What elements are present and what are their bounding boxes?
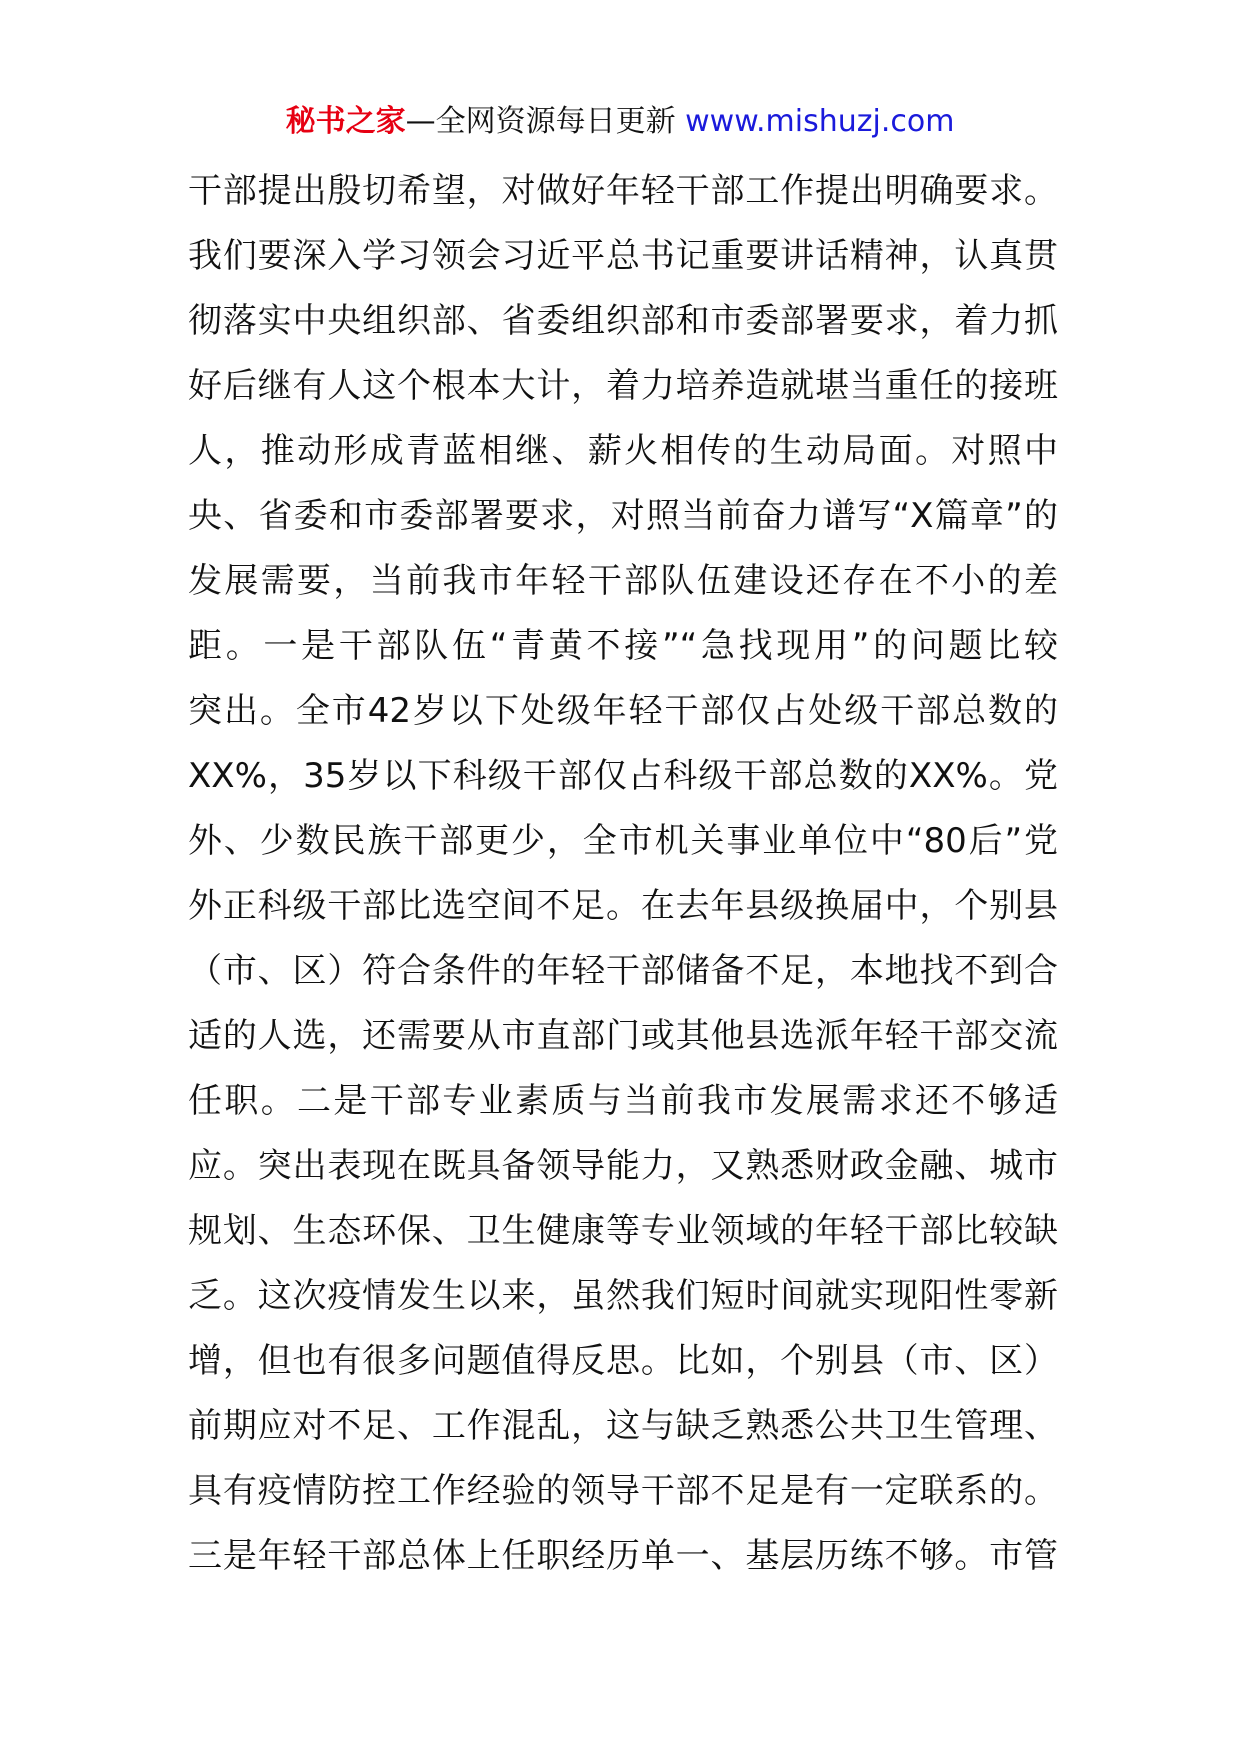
- text-line: 规划、生态环保、卫生健康等专业领域的年轻干部比较缺: [188, 1211, 1058, 1251]
- text-line: XX%，35岁以下科级干部仅占科级干部总数的XX%。党: [188, 756, 1058, 796]
- text-line: 任职。二是干部专业素质与当前我市发展需求还不够适: [188, 1081, 1058, 1121]
- text-line: 适的人选，还需要从市直部门或其他县选派年轻干部交流: [188, 1016, 1058, 1056]
- text-line: 干部提出殷切希望，对做好年轻干部工作提出明确要求。: [188, 171, 1058, 211]
- text-line: 具有疫情防控工作经验的领导干部不足是有一定联系的。: [188, 1471, 1058, 1511]
- text-line: 央、省委和市委部署要求，对照当前奋力谱写“X篇章”的: [188, 496, 1058, 536]
- text-line: （市、区）符合条件的年轻干部储备不足，本地找不到合: [188, 951, 1058, 991]
- text-line: 我们要深入学习领会习近平总书记重要讲话精神，认真贯: [188, 236, 1058, 276]
- text-line: 增，但也有很多问题值得反思。比如，个别县（市、区）: [188, 1341, 1058, 1381]
- header-url-link[interactable]: www.mishuzj.com: [685, 104, 955, 139]
- text-line: 人，推动形成青蓝相继、薪火相传的生动局面。对照中: [188, 431, 1058, 471]
- header-tagline: —全网资源每日更新: [405, 104, 676, 139]
- header-brand: 秘书之家: [285, 104, 406, 139]
- text-line: 距。一是干部队伍“青黄不接”“急找现用”的问题比较: [188, 626, 1058, 666]
- text-line: 彻落实中央组织部、省委组织部和市委部署要求，着力抓: [188, 301, 1058, 341]
- text-line: 好后继有人这个根本大计，着力培养造就堪当重任的接班: [188, 366, 1058, 406]
- text-line: 应。突出表现在既具备领导能力，又熟悉财政金融、城市: [188, 1146, 1058, 1186]
- text-line: 三是年轻干部总体上任职经历单一、基层历练不够。市管: [188, 1536, 1058, 1576]
- text-line: 乏。这次疫情发生以来，虽然我们短时间就实现阳性零新: [188, 1276, 1058, 1316]
- document-body: [188, 159, 1058, 1589]
- text-line: 外正科级干部比选空间不足。在去年县级换届中，个别县: [188, 886, 1058, 926]
- text-line: 前期应对不足、工作混乱，这与缺乏熟悉公共卫生管理、: [188, 1406, 1058, 1446]
- text-line: 外、少数民族干部更少，全市机关事业单位中“80后”党: [188, 821, 1058, 861]
- text-line: 突出。全市42岁以下处级年轻干部仅占处级干部总数的: [188, 691, 1058, 731]
- text-line: 发展需要，当前我市年轻干部队伍建设还存在不小的差: [188, 561, 1058, 601]
- page-header: [0, 100, 1240, 144]
